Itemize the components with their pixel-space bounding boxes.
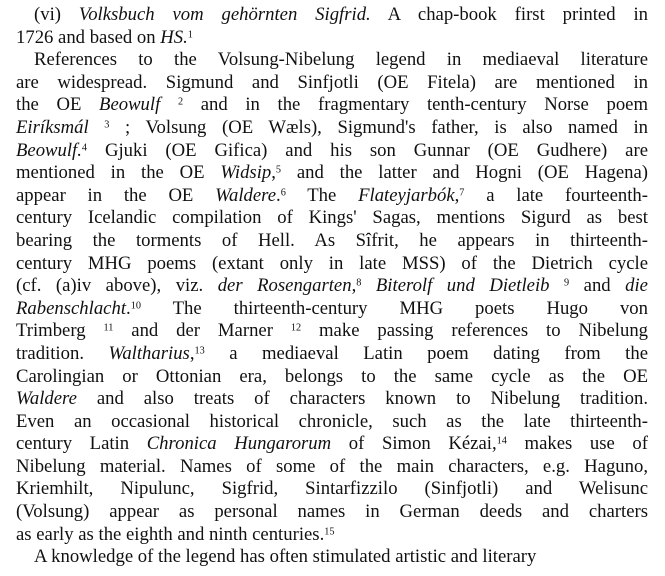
text-line: 1726 and based on HS.$^1$ bbox=[16, 26, 193, 48]
text-line: A knowledge of the legend has often stimulated artistic and literary bbox=[34, 546, 537, 568]
text-line: Kriemhilt, Nipulunc, Sigfrid, Sintarfizzilo (Sinfjotli) and Welisunc bbox=[16, 478, 648, 500]
text-line: Rabenschlacht.$^{10}$ The thirteenth-century MHG poets Hugo von bbox=[16, 297, 648, 319]
text-line: (Volsung) appear as personal names in German deeds and charters bbox=[16, 501, 648, 523]
book-page-text bbox=[16, 0, 648, 569]
text-line: Waldere and also treats of characters known to Nibelung tradition. bbox=[16, 388, 648, 410]
text-line: References to the Volsung-Nibelung legend in mediaeval literature bbox=[34, 49, 648, 71]
text-line: Beowulf.$^4$ Gjuki (OE Gifica) and his son Gunnar (OE Gudhere) are bbox=[16, 139, 648, 161]
text-line: bearing the torments of Hell. As Sîfrit, he appears in thirteenth- bbox=[16, 229, 648, 251]
text-line: Eiríksmál $^3$ ; Volsung (OE Wæls), Sigmund's father, is also named in bbox=[16, 116, 648, 138]
text-line: the OE Beowulf $^2$ and in the fragmentary tenth-century Norse poem bbox=[16, 94, 649, 116]
text-line: century Latin Chronica Hungarorum of Simon Kézai,$^{14}$ makes use of bbox=[16, 433, 648, 455]
text-line: Carolingian or Ottonian era, belongs to the same cycle as the OE bbox=[16, 365, 648, 387]
text-line: (cf. (a)iv above), viz. der Rosengarten,$^8$ Biterolf und Dietleib $^9$ and die bbox=[16, 275, 648, 297]
text-line: mentioned in the OE Widsip,$^5$ and the latter and Hogni (OE Hagena) bbox=[16, 162, 648, 184]
text-line: Trimberg $^{11}$ and der Marner $^{12}$ make passing references to Nibelung bbox=[16, 320, 649, 342]
text-line: century Icelandic compilation of Kings' Sagas, mentions Sigurd as best bbox=[16, 207, 648, 229]
text-line: tradition. Waltharius,$^{13}$ a mediaeval Latin poem dating from the bbox=[16, 342, 648, 364]
text-line: appear in the OE Waldere.$^6$ The Flateyjarbók,$^7$ a late fourteenth- bbox=[16, 184, 649, 206]
text-line: (vi) Volksbuch vom gehörnten Sigfrid. A chap-book first printed in bbox=[34, 4, 648, 25]
text-line: Even an occasional historical chronicle, such as the late thirteenth- bbox=[16, 410, 648, 432]
text-line: are widespread. Sigmund and Sinfjotli (OE Fitela) are mentioned in bbox=[16, 71, 648, 93]
text-line: Nibelung material. Names of some of the main characters, e.g. Haguno, bbox=[16, 455, 648, 477]
text-line: century MHG poems (extant only in late MSS) of the Dietrich cycle bbox=[16, 252, 648, 274]
text-line: as early as the eighth and ninth centuries.$^{15}$ bbox=[16, 523, 335, 545]
